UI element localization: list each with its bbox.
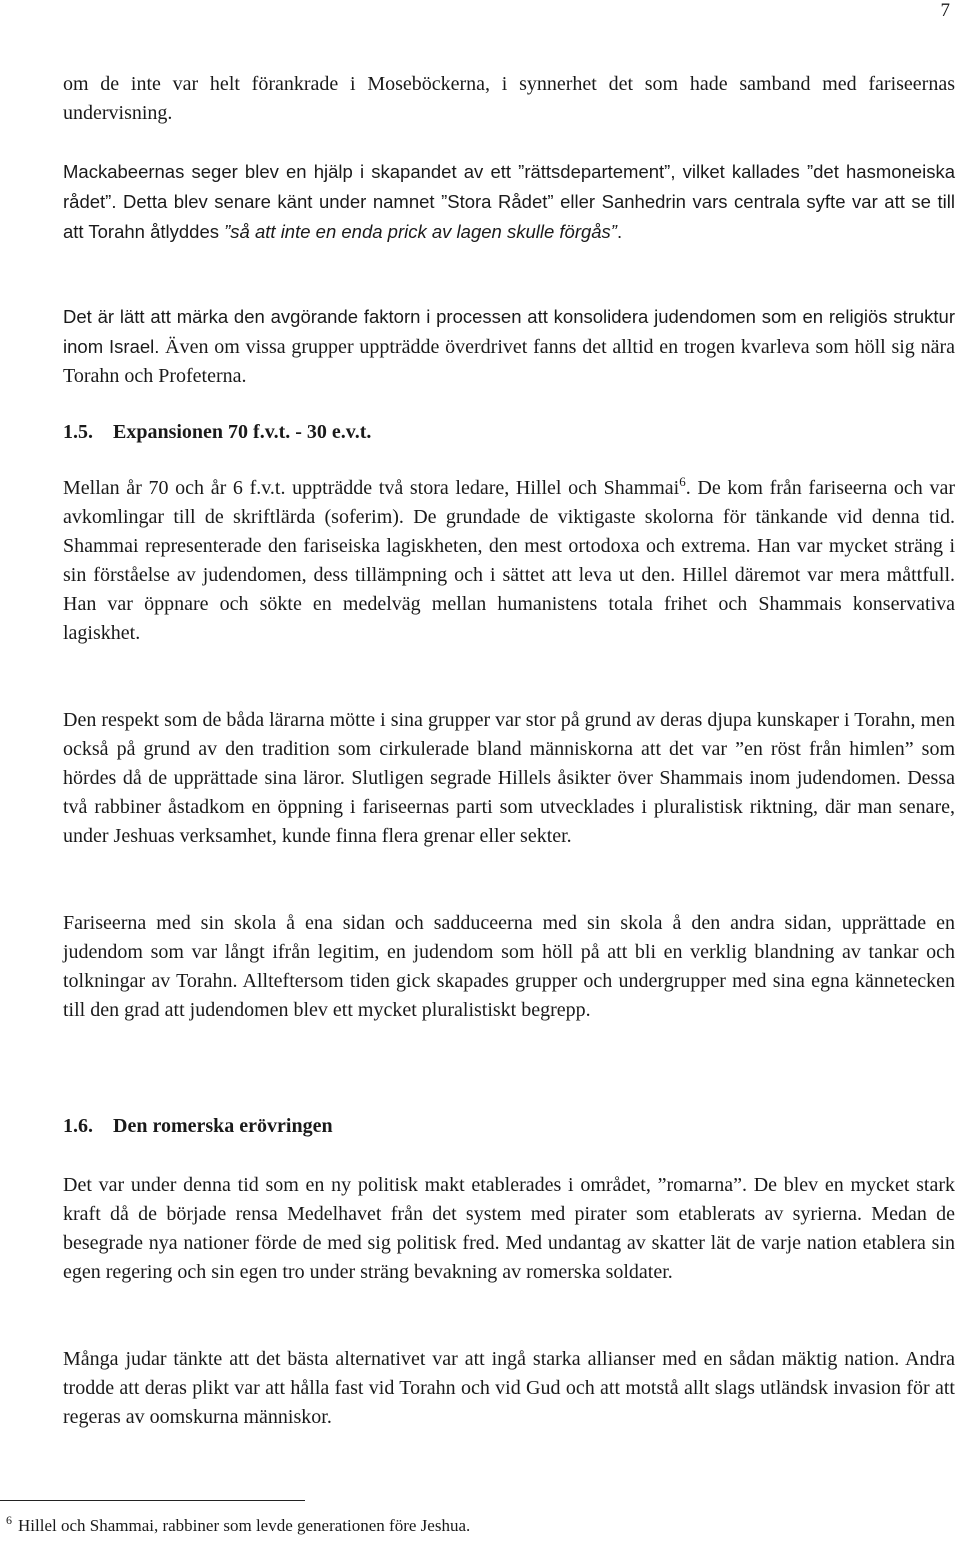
paragraph-mackabeer-text: Mackabeernas seger blev en hjälp i skapandet av ett ”rättsdepartement”, vilket kallades ”det hasmoneiska rådet”. Detta blev senare känt under namnet ”Stora Rådet” eller Sanhedrin vars centrala syfte var att se till att Torahn åtlyddes (63, 161, 955, 242)
paragraph-allianser: Många judar tänkte att det bästa alternativet var att ingå starka allianser med en sådan mäktig nation. Andra trodde att deras plikt var att hålla fast vid Torahn och vid Gud och att motstå allt slags utländsk invasion för att regeras av oomskurna människor. (63, 1348, 955, 1428)
paragraph-romarna: Det var under denna tid som en ny politisk makt etablerades i området, ”romarna”. De blev en mycket stark kraft då de började rensa Medelhavet från det system med pirater som etablerats av syrierna. Medan de besegrade nya nationer förde de med sig politisk fred. Med undantag av skatter lät de varje nation etablera sin egen regering och sin egen tro under sträng bevakning av romerska soldater. (63, 1174, 955, 1283)
paragraph-hillel-shammai-a: Mellan år 70 och år 6 f.v.t. uppträdde två stora ledare, Hillel och Shammai (63, 477, 680, 499)
section-number: 1.6. (63, 1115, 93, 1137)
paragraph-continuation: om de inte var helt förankrade i Moseböckerna, i synnerhet det som hade samband med fariseernas undervisning. (63, 73, 955, 124)
paragraph-konsolidera-b: Även om vissa grupper uppträdde överdrivet fanns det alltid en trogen kvarleva som höll sig nära Torahn och Profeterna. (63, 336, 955, 387)
paragraph-hillel-shammai (63, 474, 955, 648)
section-title: Den romerska erövringen (113, 1115, 333, 1137)
section-number: 1.5. (63, 421, 93, 443)
section-title: Expansionen 70 f.v.t. - 30 e.v.t. (113, 421, 372, 443)
paragraph-hillel-shammai-b: . De kom från fariseerna och var avkomlingar till de skriftlärda (soferim). De grundade de viktigaste skolorna för tänkande vid denna tid. Shammai representerade den fariseiska lagiskheten, den mest ortodoxa och extrema. Han var mycket sträng i sin förståelse av judendomen, dess tillämpning och i sättet att leva ut den. Hillel däremot var mera måttfull. Han var öppnare och sökte en medelväg mellan humanistens totala frihet och Shammais konservativa lagiskhet. (63, 477, 955, 644)
footnote (6, 1515, 470, 1537)
page-number: 7 (940, 0, 950, 21)
paragraph-respekt: Den respekt som de båda lärarna mötte i sina grupper var stor på grund av deras djupa kunskaper i Torahn, men också på grund av den tradition som cirkulerade bland människorna att det var ”en röst från himlen” som hördes då de upprättade sina läror. Slutligen segrade Hillels åsikter över Shammais inom judendomen. Dessa två rabbiner åstadkom en öppning i fariseernas parti som utvecklades i pluralistisk riktning, där man senare, under Jeshuas verksamhet, kunde finna flera grenar eller sekter. (63, 709, 955, 847)
section-heading-1-6 (63, 1112, 333, 1141)
footnote-text: Hillel och Shammai, rabbiner som levde generationen före Jeshua. (18, 1516, 471, 1535)
section-heading-1-5 (63, 418, 371, 447)
footnote-divider (0, 1500, 305, 1501)
footnote-number: 6 (6, 1513, 12, 1527)
paragraph-mackabeer (63, 157, 955, 247)
footnote-reference[interactable]: 6 (679, 474, 686, 489)
paragraph-konsolidera (63, 302, 955, 391)
paragraph-mackabeer-end: . (616, 221, 623, 242)
bible-quote: ”så att inte en enda prick av lagen skulle förgås” (224, 221, 617, 242)
paragraph-fariseerna: Fariseerna med sin skola å ena sidan och sadduceerna med sin skola å den andra sidan, upprättade en judendom som var långt ifrån legitim, en judendom som höll på att bli en verklig blandning av tankar och tolkningar av Torahn. Allteftersom tiden gick skapades grupper och undergrupper med sina egna kännetecken till den grad att judendomen blev ett mycket pluralistiskt begrepp. (63, 912, 955, 1021)
paragraph-konsolidera-a: Det är lätt att märka den avgörande faktorn i processen att konsolidera judendomen som en religiös struktur inom Israel. (63, 306, 955, 357)
